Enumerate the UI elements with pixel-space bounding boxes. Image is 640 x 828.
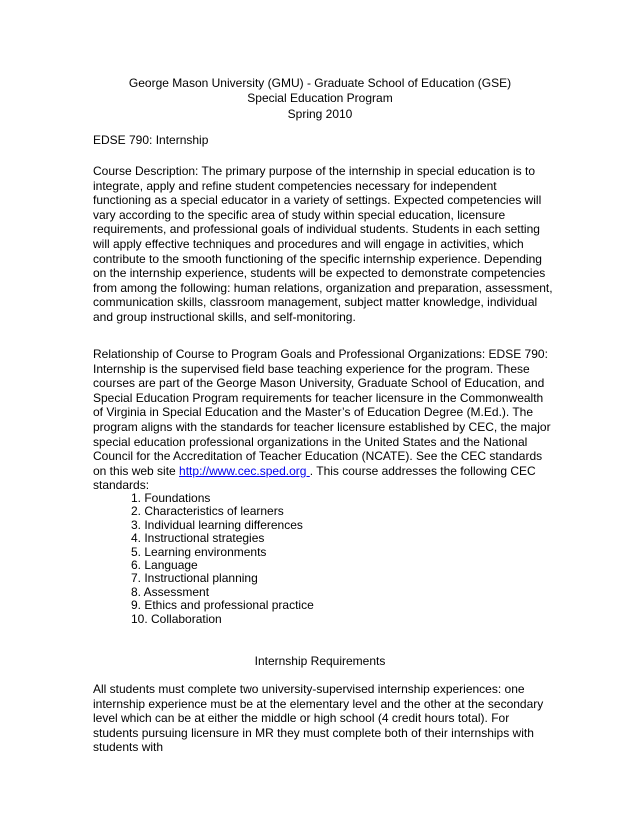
header-term: Spring 2010	[287, 106, 353, 121]
requirements-paragraph: All students must complete two university-supervised internship experiences: one internship experience must be at the elementary level and the other at the secondary level which can be at either the middle or high school (4 credit hours total). For students pursuing licensure in MR they must complete both of their internships with students with	[93, 682, 544, 755]
cec-standards-list	[131, 492, 314, 626]
header-university: George Mason University (GMU) - Graduate School of Education (GSE)	[128, 76, 512, 90]
list-item: 3. Individual learning differences	[131, 517, 303, 532]
list-item: 10. Collaboration	[131, 611, 222, 626]
course-description: Course Description: The primary purpose of the internship in special education is to integrate, apply and refine student competencies necessary for independent functioning as a special educator in a variety of settings. Expected competencies will vary according to the specific area of study within special education, licensure requirements, and professional goals of individual students. Students in each setting will apply effective techniques and procedures and will engage in activities, which contribute to the smooth functioning of the specific internship experience. Depending on the internship experience, students will be expected to demonstrate competencies from among the following: human relations, organization and preparation, assessment, communication skills, classroom management, subject matter knowledge, individual and group instructional skills, and self-monitoring.	[93, 164, 553, 324]
list-item: 1. Foundations	[131, 491, 211, 505]
relationship-text-end: . This course addresses the following CEC standards:	[93, 463, 536, 493]
list-item: 7. Instructional planning	[131, 571, 258, 586]
list-item: 2. Characteristics of learners	[131, 504, 284, 519]
cec-link[interactable]: http://www.cec.sped.org	[179, 463, 310, 478]
header-program: Special Education Program	[247, 91, 393, 106]
relationship-paragraph	[93, 347, 553, 493]
list-item: 5. Learning environments	[131, 544, 267, 559]
list-item: 4. Instructional strategies	[131, 531, 265, 546]
list-item: 9. Ethics and professional practice	[131, 598, 314, 613]
relationship-text: Relationship of Course to Program Goals and Professional Organizations: EDSE 790: Internship is the supervised field base teaching experience for the program. These courses are part of the George Mason University, Graduate School of Education, and Special Education Program requirements for teacher licensure in the Commonwealth of Virginia in Special Education and the Master’s of Education Degree (M.Ed.). The program aligns with the standards for teacher licensure established by CEC, the major special education professional organizations in the United States and the National Council for the Accreditation of Teacher Education (NCATE). See the CEC standards on this web site	[93, 347, 551, 478]
list-item: 8. Assessment	[131, 584, 210, 599]
course-title: EDSE 790: Internship	[93, 133, 209, 147]
requirements-heading: Internship Requirements	[254, 654, 386, 668]
list-item: 6. Language	[131, 558, 198, 573]
document-header	[0, 76, 640, 122]
